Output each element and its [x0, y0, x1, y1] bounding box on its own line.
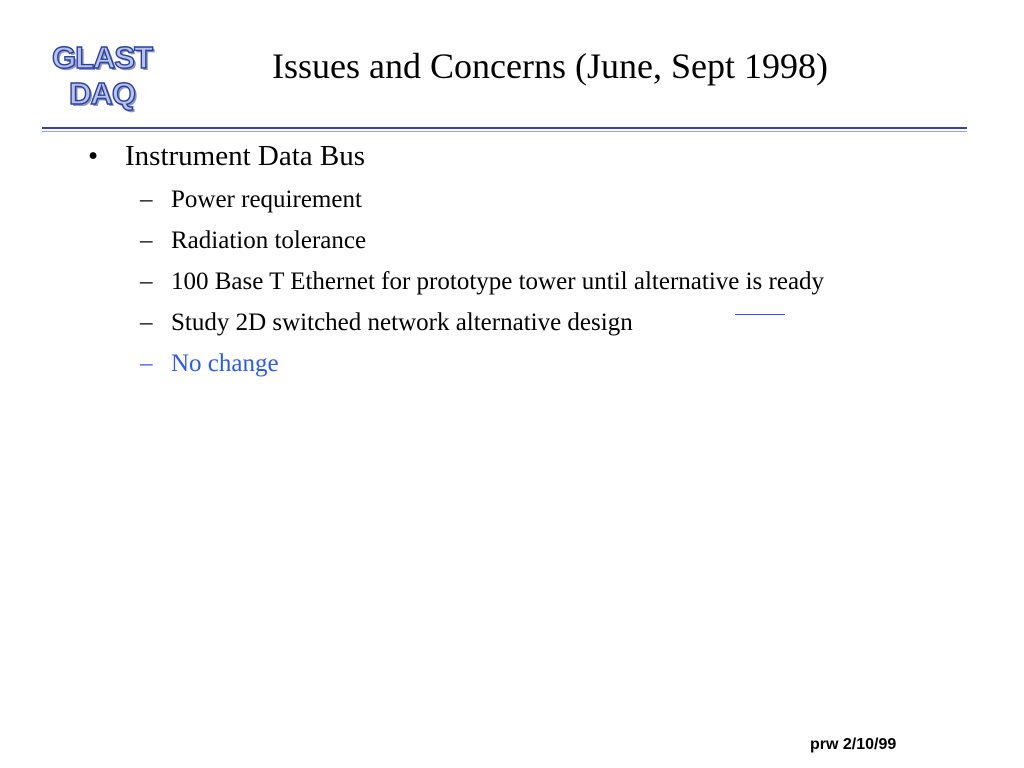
sub-bullet-text: 100 Base T Ethernet for prototype tower until alternative is ready	[171, 268, 825, 295]
title-divider	[42, 127, 967, 129]
annotation-underline	[735, 314, 785, 315]
sub-bullet-dash: –	[140, 227, 153, 254]
sub-bullet-dash: –	[140, 268, 153, 295]
sub-bullet-text: No change	[171, 350, 279, 377]
sub-bullet-text: Radiation tolerance	[171, 227, 367, 254]
logo-line-1: GLAST	[51, 40, 153, 75]
bullet-text: Instrument Data Bus	[125, 140, 366, 172]
bullet-marker: •	[88, 140, 99, 172]
glast-daq-logo	[50, 40, 154, 112]
sub-bullet-text: Study 2D switched network alternative design	[171, 309, 633, 336]
slide-title: Issues and Concerns (June, Sept 1998)	[272, 46, 828, 86]
sub-bullet-dash: –	[140, 309, 153, 336]
slide-footer: prw 2/10/99	[810, 736, 897, 753]
sub-bullet-dash: –	[140, 350, 153, 377]
title-divider-shadow	[42, 131, 967, 132]
logo-line-2: DAQ	[69, 76, 135, 111]
sub-bullet-text: Power requirement	[171, 186, 362, 213]
sub-bullet-dash: –	[140, 186, 153, 213]
